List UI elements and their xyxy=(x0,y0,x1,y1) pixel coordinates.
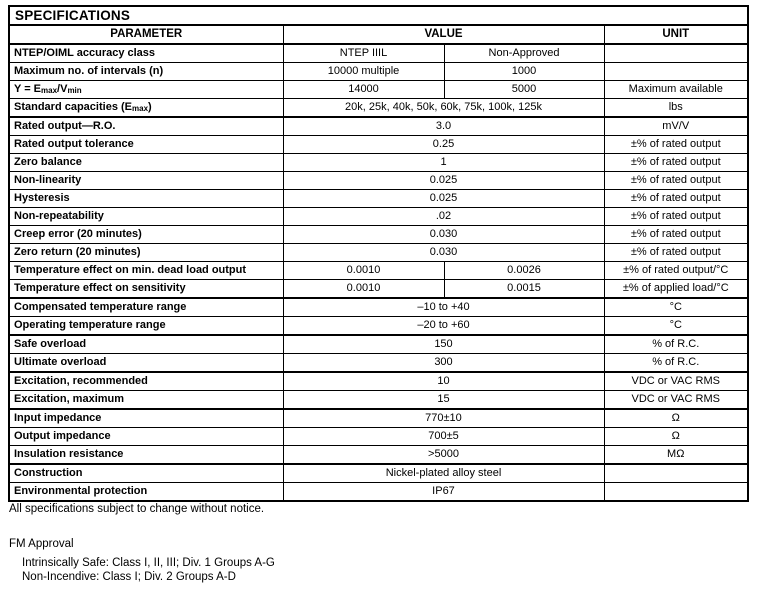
table-row xyxy=(9,190,748,208)
value-cell: IP67 xyxy=(283,483,604,502)
unit-cell xyxy=(604,44,748,63)
value-cell: .02 xyxy=(283,208,604,226)
value-cell: 0.025 xyxy=(283,172,604,190)
table-body xyxy=(9,44,748,501)
unit-cell: ±% of rated output xyxy=(604,244,748,262)
parameter-cell: Non-repeatability xyxy=(9,208,283,226)
unit-cell: °C xyxy=(604,298,748,317)
table-row xyxy=(9,172,748,190)
table-row xyxy=(9,154,748,172)
column-header-value: VALUE xyxy=(283,25,604,44)
value-cell: –20 to +60 xyxy=(283,317,604,336)
table-title: SPECIFICATIONS xyxy=(9,6,748,25)
column-header-unit: UNIT xyxy=(604,25,748,44)
table-row xyxy=(9,335,748,354)
value-cell: 10000 multiple xyxy=(283,63,444,81)
parameter-cell: NTEP/OIML accuracy class xyxy=(9,44,283,63)
parameter-cell: Output impedance xyxy=(9,428,283,446)
parameter-cell: Zero return (20 minutes) xyxy=(9,244,283,262)
value-cell: 770±10 xyxy=(283,409,604,428)
value-cell: 0.0015 xyxy=(444,280,604,299)
unit-cell: mV/V xyxy=(604,117,748,136)
parameter-cell: Hysteresis xyxy=(9,190,283,208)
fm-approval-title: FM Approval xyxy=(9,538,74,550)
value-cell: 10 xyxy=(283,372,604,391)
specifications-notice: All specifications subject to change without notice. xyxy=(9,503,265,515)
value-cell: 300 xyxy=(283,354,604,373)
unit-cell xyxy=(604,464,748,483)
parameter-cell: Excitation, recommended xyxy=(9,372,283,391)
table-title-row xyxy=(9,6,748,25)
unit-cell: Maximum available xyxy=(604,81,748,99)
value-cell: 14000 xyxy=(283,81,444,99)
unit-cell: Ω xyxy=(604,409,748,428)
parameter-cell: Safe overload xyxy=(9,335,283,354)
table-row xyxy=(9,446,748,465)
unit-cell: VDC or VAC RMS xyxy=(604,372,748,391)
value-cell: NTEP IIIL xyxy=(283,44,444,63)
unit-cell: MΩ xyxy=(604,446,748,465)
fm-approval-block xyxy=(9,537,275,584)
table-row xyxy=(9,44,748,63)
table-row xyxy=(9,317,748,336)
table-row xyxy=(9,262,748,280)
fm-approval-line: Intrinsically Safe: Class I, II, III; Div. 1 Groups A-G xyxy=(22,557,275,569)
parameter-cell: Zero balance xyxy=(9,154,283,172)
table-row xyxy=(9,99,748,118)
parameter-cell: Temperature effect on min. dead load output xyxy=(9,262,283,280)
table-row xyxy=(9,391,748,410)
parameter-cell: Rated output—R.O. xyxy=(9,117,283,136)
column-header-row xyxy=(9,25,748,44)
parameter-cell: Rated output tolerance xyxy=(9,136,283,154)
parameter-cell: Construction xyxy=(9,464,283,483)
value-cell: 5000 xyxy=(444,81,604,99)
value-cell: 0.030 xyxy=(283,244,604,262)
value-cell: 0.0026 xyxy=(444,262,604,280)
value-cell: 0.025 xyxy=(283,190,604,208)
value-cell: 0.25 xyxy=(283,136,604,154)
parameter-cell: $Y = E_{max}/V_{min}$ xyxy=(9,81,283,99)
value-cell: >5000 xyxy=(283,446,604,465)
parameter-cell: Excitation, maximum xyxy=(9,391,283,410)
value-cell: 20k, 25k, 40k, 50k, 60k, 75k, 100k, 125k xyxy=(283,99,604,118)
unit-cell xyxy=(604,63,748,81)
parameter-cell: Input impedance xyxy=(9,409,283,428)
specifications-table xyxy=(8,5,749,502)
table-row xyxy=(9,81,748,99)
value-cell: 3.0 xyxy=(283,117,604,136)
value-cell: –10 to +40 xyxy=(283,298,604,317)
value-cell: 700±5 xyxy=(283,428,604,446)
value-cell: 1 xyxy=(283,154,604,172)
parameter-cell: Ultimate overload xyxy=(9,354,283,373)
fm-approval-line: Non-Incendive: Class I; Div. 2 Groups A-D xyxy=(22,571,236,583)
unit-cell: VDC or VAC RMS xyxy=(604,391,748,410)
table-row xyxy=(9,208,748,226)
value-cell: 0.0010 xyxy=(283,262,444,280)
value-cell: 0.030 xyxy=(283,226,604,244)
value-cell: Nickel-plated alloy steel xyxy=(283,464,604,483)
unit-cell: °C xyxy=(604,317,748,336)
unit-cell: ±% of rated output xyxy=(604,136,748,154)
table-row xyxy=(9,298,748,317)
unit-cell: % of R.C. xyxy=(604,335,748,354)
unit-cell: lbs xyxy=(604,99,748,118)
table-row xyxy=(9,428,748,446)
parameter-cell: Maximum no. of intervals (n) xyxy=(9,63,283,81)
unit-cell: ±% of applied load/°C xyxy=(604,280,748,299)
value-cell: 0.0010 xyxy=(283,280,444,299)
unit-cell: ±% of rated output xyxy=(604,172,748,190)
table-row xyxy=(9,136,748,154)
parameter-cell: Compensated temperature range xyxy=(9,298,283,317)
value-cell: 15 xyxy=(283,391,604,410)
table-row xyxy=(9,226,748,244)
unit-cell: ±% of rated output xyxy=(604,154,748,172)
value-cell: 1000 xyxy=(444,63,604,81)
parameter-cell: Temperature effect on sensitivity xyxy=(9,280,283,299)
column-header-parameter: PARAMETER xyxy=(9,25,283,44)
unit-cell: % of R.C. xyxy=(604,354,748,373)
value-cell: 150 xyxy=(283,335,604,354)
unit-cell: ±% of rated output xyxy=(604,208,748,226)
parameter-cell: Insulation resistance xyxy=(9,446,283,465)
parameter-cell: Environmental protection xyxy=(9,483,283,502)
parameter-cell: Non-linearity xyxy=(9,172,283,190)
table-row xyxy=(9,280,748,299)
parameter-cell: Operating temperature range xyxy=(9,317,283,336)
table-row xyxy=(9,354,748,373)
parameter-cell: Creep error (20 minutes) xyxy=(9,226,283,244)
value-cell: Non-Approved xyxy=(444,44,604,63)
unit-cell: ±% of rated output/°C xyxy=(604,262,748,280)
table-row xyxy=(9,483,748,502)
table-row xyxy=(9,464,748,483)
parameter-cell: Standard capacities $(E_{max})$ xyxy=(9,99,283,118)
unit-cell: ±% of rated output xyxy=(604,226,748,244)
table-row xyxy=(9,244,748,262)
table-row xyxy=(9,409,748,428)
unit-cell xyxy=(604,483,748,502)
table-row xyxy=(9,372,748,391)
table-header xyxy=(9,6,748,44)
table-row xyxy=(9,117,748,136)
unit-cell: Ω xyxy=(604,428,748,446)
table-row xyxy=(9,63,748,81)
unit-cell: ±% of rated output xyxy=(604,190,748,208)
